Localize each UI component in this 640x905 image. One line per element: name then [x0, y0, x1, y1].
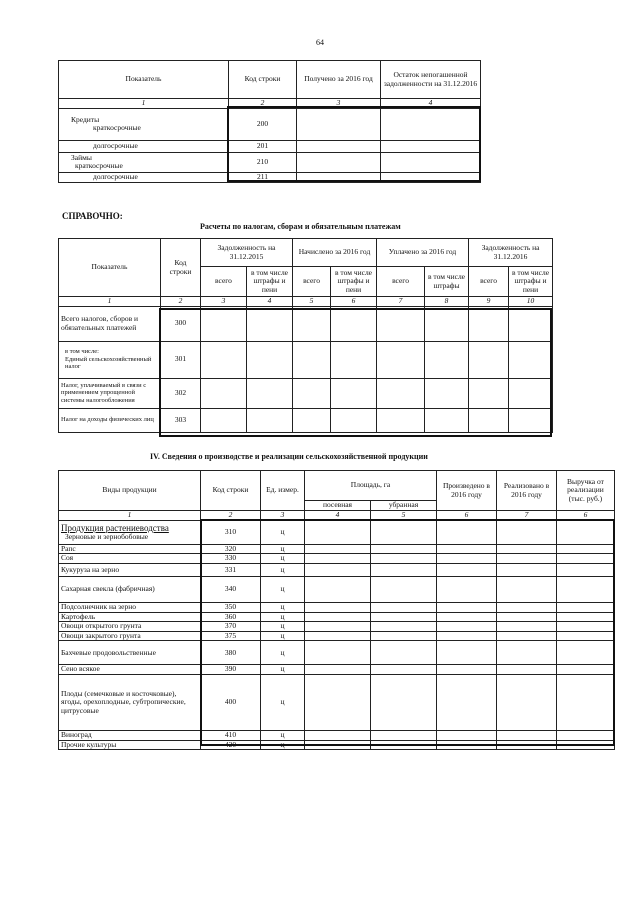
- value-cell[interactable]: [497, 544, 557, 554]
- value-cell[interactable]: [297, 108, 381, 140]
- row-code: 375: [201, 631, 261, 641]
- row-label: Плоды (семечковые и косточковые), ягоды, орехоплодные, субтропические, цитрусовые: [59, 675, 201, 731]
- col-number: 5: [293, 297, 331, 307]
- value-cell[interactable]: [557, 563, 615, 576]
- value-cell[interactable]: [381, 172, 481, 182]
- header-code: Код строки: [229, 61, 297, 99]
- value-cell[interactable]: [497, 576, 557, 602]
- value-cell[interactable]: [557, 576, 615, 602]
- value-cell[interactable]: [437, 665, 497, 675]
- header-unit: Ед. измер.: [261, 471, 305, 511]
- header-code: Код строки: [161, 239, 201, 297]
- value-cell[interactable]: [557, 665, 615, 675]
- value-cell[interactable]: [293, 378, 331, 408]
- row-unit: ц: [261, 740, 305, 750]
- value-cell[interactable]: [371, 520, 437, 544]
- value-cell[interactable]: [305, 563, 371, 576]
- col-number: 8: [425, 297, 469, 307]
- row-label: [59, 152, 229, 172]
- value-cell[interactable]: [497, 675, 557, 731]
- value-cell[interactable]: [201, 341, 247, 378]
- value-cell[interactable]: [557, 731, 615, 741]
- value-cell[interactable]: [497, 665, 557, 675]
- value-cell[interactable]: [371, 544, 437, 554]
- value-cell[interactable]: [557, 554, 615, 564]
- row-code: 350: [201, 602, 261, 612]
- header-received: Получено за 2016 год: [297, 61, 381, 99]
- value-cell[interactable]: [509, 306, 553, 341]
- value-cell[interactable]: [371, 631, 437, 641]
- row-label: Овощи открытого грунта: [59, 622, 201, 632]
- row-label-main: Зерновые и зернобобовые: [65, 531, 149, 541]
- credits-loans-table: [58, 60, 481, 183]
- header-total: всего: [469, 267, 509, 297]
- row-label: Подсолнечник на зерно: [59, 602, 201, 612]
- row-label: Бахчевые продовольственные: [59, 641, 201, 665]
- value-cell[interactable]: [437, 641, 497, 665]
- col-number: 10: [509, 297, 553, 307]
- row-label: Налог, уплачиваемый в связи с применением упрощенной системы налогообложения: [59, 378, 161, 408]
- value-cell[interactable]: [371, 665, 437, 675]
- value-cell[interactable]: [331, 408, 377, 432]
- row-code: 200: [229, 108, 297, 140]
- row-unit: ц: [261, 622, 305, 632]
- value-cell[interactable]: [297, 140, 381, 152]
- value-cell[interactable]: [377, 378, 425, 408]
- col-number: 4: [305, 511, 371, 521]
- row-label: Рапс: [59, 544, 201, 554]
- value-cell[interactable]: [509, 408, 553, 432]
- row-label-sub: краткосрочные: [93, 123, 141, 133]
- value-cell[interactable]: [331, 306, 377, 341]
- header-sown: посевная: [305, 501, 371, 511]
- value-cell[interactable]: [201, 378, 247, 408]
- header-produced: Произведено в 2016 году: [437, 471, 497, 511]
- table-row: [59, 563, 615, 576]
- row-unit: ц: [261, 612, 305, 622]
- value-cell[interactable]: [247, 306, 293, 341]
- value-cell[interactable]: [497, 731, 557, 741]
- value-cell[interactable]: [247, 378, 293, 408]
- row-code: 331: [201, 563, 261, 576]
- row-code: 320: [201, 544, 261, 554]
- col-number: 3: [297, 99, 381, 109]
- row-unit: ц: [261, 641, 305, 665]
- table-row: [59, 544, 615, 554]
- header-fines: в том числе штрафы и пени: [509, 267, 553, 297]
- table-row: [59, 631, 615, 641]
- value-cell[interactable]: [557, 675, 615, 731]
- header-fines: в том числе штрафы: [425, 267, 469, 297]
- value-cell[interactable]: [331, 341, 377, 378]
- value-cell[interactable]: [557, 631, 615, 641]
- value-cell[interactable]: [305, 731, 371, 741]
- header-code: Код строки: [201, 471, 261, 511]
- group-label: Продукция растениеводства: [61, 522, 169, 533]
- header-fines: в том числе штрафы и пени: [331, 267, 377, 297]
- row-unit: ц: [261, 665, 305, 675]
- value-cell[interactable]: [371, 612, 437, 622]
- header-total: всего: [377, 267, 425, 297]
- table-row: [59, 576, 615, 602]
- row-label: Виноград: [59, 731, 201, 741]
- value-cell[interactable]: [497, 740, 557, 750]
- table-row: [59, 665, 615, 675]
- value-cell[interactable]: [371, 731, 437, 741]
- row-code: 210: [229, 152, 297, 172]
- header-total: всего: [201, 267, 247, 297]
- row-code: 390: [201, 665, 261, 675]
- value-cell[interactable]: [425, 341, 469, 378]
- value-cell[interactable]: [469, 408, 509, 432]
- production-section-title: IV. Сведения о производстве и реализации сельскохозяйственной продукции: [150, 452, 428, 461]
- row-label: [59, 140, 229, 152]
- row-label: Сахарная свекла (фабричная): [59, 576, 201, 602]
- row-code: 330: [201, 554, 261, 564]
- value-cell[interactable]: [201, 306, 247, 341]
- value-cell[interactable]: [305, 520, 371, 544]
- table-row: [59, 602, 615, 612]
- value-cell[interactable]: [305, 544, 371, 554]
- row-code: 300: [161, 306, 201, 341]
- value-cell[interactable]: [437, 731, 497, 741]
- value-cell[interactable]: [381, 140, 481, 152]
- header-accrued: Начислено за 2016 год: [293, 239, 377, 267]
- value-cell[interactable]: [293, 341, 331, 378]
- value-cell[interactable]: [305, 602, 371, 612]
- value-cell[interactable]: [437, 563, 497, 576]
- table-row: [59, 740, 615, 750]
- value-cell[interactable]: [371, 576, 437, 602]
- value-cell[interactable]: [437, 622, 497, 632]
- value-cell[interactable]: [497, 622, 557, 632]
- value-cell[interactable]: [497, 563, 557, 576]
- row-code: 340: [201, 576, 261, 602]
- value-cell[interactable]: [377, 306, 425, 341]
- header-indicator: Показатель: [59, 61, 229, 99]
- row-label-sub: краткосрочные: [75, 161, 123, 171]
- value-cell[interactable]: [305, 675, 371, 731]
- value-cell[interactable]: [437, 554, 497, 564]
- col-number: 5: [371, 511, 437, 521]
- value-cell[interactable]: [371, 563, 437, 576]
- page-number: 64: [316, 38, 324, 47]
- value-cell[interactable]: [331, 378, 377, 408]
- header-indicator: Показатель: [59, 239, 161, 297]
- col-number: 4: [381, 99, 481, 109]
- value-cell[interactable]: [371, 675, 437, 731]
- header-remaining: Остаток непогашенной задолженности на 31.12.2016: [381, 61, 481, 99]
- col-number: 3: [201, 297, 247, 307]
- production-sales-table: [58, 470, 615, 750]
- value-cell[interactable]: [509, 378, 553, 408]
- table-row: [59, 554, 615, 564]
- table-row: [59, 641, 615, 665]
- row-code: 302: [161, 378, 201, 408]
- value-cell[interactable]: [297, 172, 381, 182]
- spravochno-heading: СПРАВОЧНО:: [62, 211, 123, 221]
- row-code: 211: [229, 172, 297, 182]
- value-cell[interactable]: [305, 641, 371, 665]
- col-number: 3: [261, 511, 305, 521]
- value-cell[interactable]: [557, 520, 615, 544]
- row-unit: ц: [261, 563, 305, 576]
- value-cell[interactable]: [497, 612, 557, 622]
- row-label: Прочие культуры: [59, 740, 201, 750]
- value-cell[interactable]: [437, 602, 497, 612]
- table-row: [59, 622, 615, 632]
- value-cell[interactable]: [497, 631, 557, 641]
- col-number: 2: [161, 297, 201, 307]
- value-cell[interactable]: [437, 520, 497, 544]
- table-row: [59, 731, 615, 741]
- header-area: Площадь, га: [305, 471, 437, 501]
- value-cell[interactable]: [437, 612, 497, 622]
- row-code: 360: [201, 612, 261, 622]
- row-unit: ц: [261, 731, 305, 741]
- row-label: Кукуруза на зерно: [59, 563, 201, 576]
- col-number: 6: [331, 297, 377, 307]
- col-number: 1: [59, 511, 201, 521]
- row-label: Налог на доходы физических лиц: [59, 408, 161, 432]
- value-cell[interactable]: [293, 408, 331, 432]
- value-cell[interactable]: [305, 554, 371, 564]
- col-number: 1: [59, 99, 229, 109]
- value-cell[interactable]: [381, 108, 481, 140]
- col-number: 6: [557, 511, 615, 521]
- value-cell[interactable]: [425, 378, 469, 408]
- row-code: 380: [201, 641, 261, 665]
- table-row: [59, 520, 615, 544]
- value-cell[interactable]: [377, 408, 425, 432]
- value-cell[interactable]: [557, 740, 615, 750]
- row-code: 310: [201, 520, 261, 544]
- row-code: 400: [201, 675, 261, 731]
- value-cell[interactable]: [437, 544, 497, 554]
- row-label-sub: долгосрочные: [93, 172, 138, 181]
- row-code: 301: [161, 341, 201, 378]
- value-cell[interactable]: [371, 641, 437, 665]
- value-cell[interactable]: [305, 740, 371, 750]
- value-cell[interactable]: [305, 665, 371, 675]
- value-cell[interactable]: [469, 378, 509, 408]
- value-cell[interactable]: [557, 622, 615, 632]
- row-label: Картофель: [59, 612, 201, 622]
- header-paid: Уплачено за 2016 год: [377, 239, 469, 267]
- row-unit: ц: [261, 631, 305, 641]
- row-label: [59, 520, 201, 544]
- row-code: 370: [201, 622, 261, 632]
- tax-settlements-table: [58, 238, 553, 433]
- value-cell[interactable]: [381, 152, 481, 172]
- value-cell[interactable]: [557, 641, 615, 665]
- col-number: 2: [201, 511, 261, 521]
- value-cell[interactable]: [293, 306, 331, 341]
- row-label-pre: в том числе:: [65, 348, 99, 356]
- header-product: Виды продукции: [59, 471, 201, 511]
- value-cell[interactable]: [469, 341, 509, 378]
- row-label-main: Кредиты: [71, 114, 100, 124]
- header-revenue: Выручка от реализации (тыс. руб.): [557, 471, 615, 511]
- header-sold: Реализовано в 2016 году: [497, 471, 557, 511]
- row-unit: ц: [261, 675, 305, 731]
- value-cell[interactable]: [247, 341, 293, 378]
- value-cell[interactable]: [497, 641, 557, 665]
- header-fines: в том числе штрафы и пени: [247, 267, 293, 297]
- col-number: 2: [229, 99, 297, 109]
- value-cell[interactable]: [371, 740, 437, 750]
- row-label: [59, 172, 229, 182]
- table-row: [59, 612, 615, 622]
- production-rows: [59, 520, 615, 750]
- value-cell[interactable]: [437, 631, 497, 641]
- col-number: 4: [247, 297, 293, 307]
- value-cell[interactable]: [557, 602, 615, 612]
- value-cell[interactable]: [437, 740, 497, 750]
- value-cell[interactable]: [377, 341, 425, 378]
- value-cell[interactable]: [371, 622, 437, 632]
- tax-table-title: Расчеты по налогам, сборам и обязательным платежам: [200, 222, 401, 231]
- row-unit: ц: [261, 544, 305, 554]
- value-cell[interactable]: [557, 612, 615, 622]
- value-cell[interactable]: [305, 612, 371, 622]
- header-total: всего: [293, 267, 331, 297]
- col-number: 6: [437, 511, 497, 521]
- row-label: Всего налогов, сборов и обязательных платежей: [59, 306, 161, 341]
- row-code: 303: [161, 408, 201, 432]
- col-number: 7: [377, 297, 425, 307]
- header-debt-end: Задолженность на 31.12.2016: [469, 239, 553, 267]
- col-number: 9: [469, 297, 509, 307]
- row-unit: ц: [261, 602, 305, 612]
- value-cell[interactable]: [371, 554, 437, 564]
- value-cell[interactable]: [305, 576, 371, 602]
- row-code: 420: [201, 740, 261, 750]
- value-cell[interactable]: [425, 306, 469, 341]
- row-label: Сено всякое: [59, 665, 201, 675]
- row-label: [59, 108, 229, 140]
- row-code: 410: [201, 731, 261, 741]
- row-unit: ц: [261, 520, 305, 544]
- row-code: 201: [229, 140, 297, 152]
- value-cell[interactable]: [497, 520, 557, 544]
- value-cell[interactable]: [247, 408, 293, 432]
- row-unit: ц: [261, 576, 305, 602]
- value-cell[interactable]: [297, 152, 381, 172]
- col-number: 7: [497, 511, 557, 521]
- col-number: 1: [59, 297, 161, 307]
- row-label: Овощи закрытого грунта: [59, 631, 201, 641]
- value-cell[interactable]: [201, 408, 247, 432]
- header-debt-start: Задолженность на 31.12.2015: [201, 239, 293, 267]
- value-cell[interactable]: [371, 602, 437, 612]
- value-cell[interactable]: [437, 675, 497, 731]
- row-label: Соя: [59, 554, 201, 564]
- header-harvested: убранная: [371, 501, 437, 511]
- row-label-sub: долгосрочные: [93, 140, 138, 150]
- row-label-main: Единый сельскохозяйственный налог: [65, 355, 152, 371]
- value-cell[interactable]: [425, 408, 469, 432]
- value-cell[interactable]: [305, 622, 371, 632]
- value-cell[interactable]: [469, 306, 509, 341]
- value-cell[interactable]: [497, 602, 557, 612]
- table-row: [59, 675, 615, 731]
- row-unit: ц: [261, 554, 305, 564]
- row-label-main: Займы: [71, 152, 92, 162]
- value-cell[interactable]: [437, 576, 497, 602]
- value-cell[interactable]: [305, 631, 371, 641]
- row-label: [59, 341, 161, 378]
- value-cell[interactable]: [509, 341, 553, 378]
- value-cell[interactable]: [497, 554, 557, 564]
- value-cell[interactable]: [557, 544, 615, 554]
